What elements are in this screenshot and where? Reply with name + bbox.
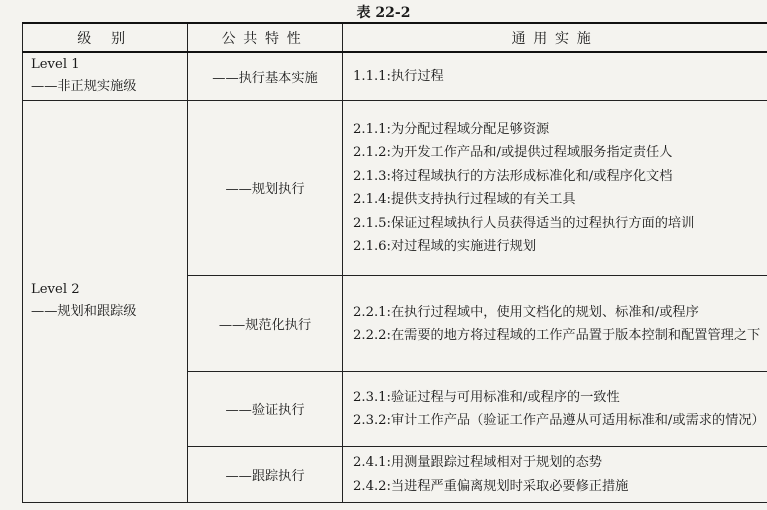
table-caption: 表 22-2 <box>356 5 411 21</box>
practice-text: 在需要的地方将过程域的工作产品置于版本控制和配置管理之下 <box>391 327 761 343</box>
practice-num: 2.1.3: <box>353 168 391 184</box>
level1-name: Level 1 <box>31 57 80 73</box>
practice-text: 提供支持执行过程域的有关工具 <box>391 192 576 208</box>
level2-desc: ——规划和跟踪级 <box>31 304 137 319</box>
practice-text: 保证过程域执行人员获得适当的过程执行方面的培训 <box>391 215 695 231</box>
practice-item <box>353 409 767 432</box>
feature-plan: ——规划执行 <box>188 100 343 275</box>
practices-verify <box>343 371 767 446</box>
practice-item <box>353 65 767 89</box>
practice-num: 2.2.2: <box>353 327 391 343</box>
feature-verify: ——验证执行 <box>188 371 343 446</box>
level2-name: Level 2 <box>31 282 80 297</box>
practice-item <box>353 165 767 189</box>
practice-num: 2.1.5: <box>353 215 391 231</box>
level1-feature: ——执行基本实施 <box>188 52 343 100</box>
practices-plan <box>343 100 767 275</box>
level1-row <box>23 52 767 100</box>
practice-item <box>353 475 767 499</box>
practice-num: 2.2.1: <box>353 304 391 320</box>
level1-cell <box>23 52 188 100</box>
practice-text: 对过程域的实施进行规划 <box>391 238 537 254</box>
practice-item <box>353 451 767 475</box>
header-feature: 公共特性 <box>188 23 343 52</box>
practice-item <box>353 141 767 165</box>
practice-item <box>353 188 767 212</box>
practices-track <box>343 446 767 502</box>
level2-group1-row <box>23 100 767 275</box>
feature-standardize: ——规范化执行 <box>188 275 343 371</box>
level1-practices <box>343 52 767 100</box>
feature-track: ——跟踪执行 <box>188 446 343 502</box>
practice-text: 为开发工作产品和/或提供过程域服务指定责任人 <box>391 145 673 161</box>
level1-desc: ——非正规实施级 <box>31 79 137 95</box>
practice-text: 验证过程与可用标准和/或程序的一致性 <box>391 389 620 405</box>
practice-item <box>353 301 767 324</box>
practice-text: 将过程域执行的方法形成标准化和/或程序化文档 <box>391 168 673 184</box>
practice-num: 2.4.2: <box>353 478 391 494</box>
practice-text: 审计工作产品（验证工作产品遵从可适用标准和/或需求的情况） <box>391 413 765 429</box>
practice-text: 用测量跟踪过程域相对于规划的态势 <box>391 455 602 470</box>
practice-item <box>353 212 767 235</box>
practice-num: 2.4.1: <box>353 455 391 470</box>
practice-item <box>353 118 767 142</box>
practice-text: 在执行过程域中，使用文档化的规划、标准和/或程序 <box>391 304 699 320</box>
practices-standardize <box>343 275 767 371</box>
practice-num: 2.1.6: <box>353 238 391 254</box>
level2-cell <box>23 100 188 502</box>
practice-num: 2.1.1: <box>353 121 391 137</box>
header-row <box>23 23 767 52</box>
generic-practices-table <box>22 22 767 503</box>
practice-text: 为分配过程域分配足够资源 <box>391 121 550 137</box>
practice-item <box>353 324 767 347</box>
practice-text: 执行过程 <box>391 69 444 84</box>
practice-num: 2.1.4: <box>353 192 391 208</box>
practice-num: 2.3.1: <box>353 389 391 405</box>
practice-num: 2.3.2: <box>353 413 391 429</box>
practice-num: 1.1.1: <box>353 69 391 84</box>
header-practice: 通用实施 <box>343 23 767 52</box>
practice-num: 2.1.2: <box>353 145 391 161</box>
practice-item <box>353 235 767 259</box>
practice-text: 当进程严重偏离规划时采取必要修正措施 <box>391 478 629 494</box>
header-level: 级 别 <box>23 23 188 52</box>
practice-item <box>353 386 767 410</box>
